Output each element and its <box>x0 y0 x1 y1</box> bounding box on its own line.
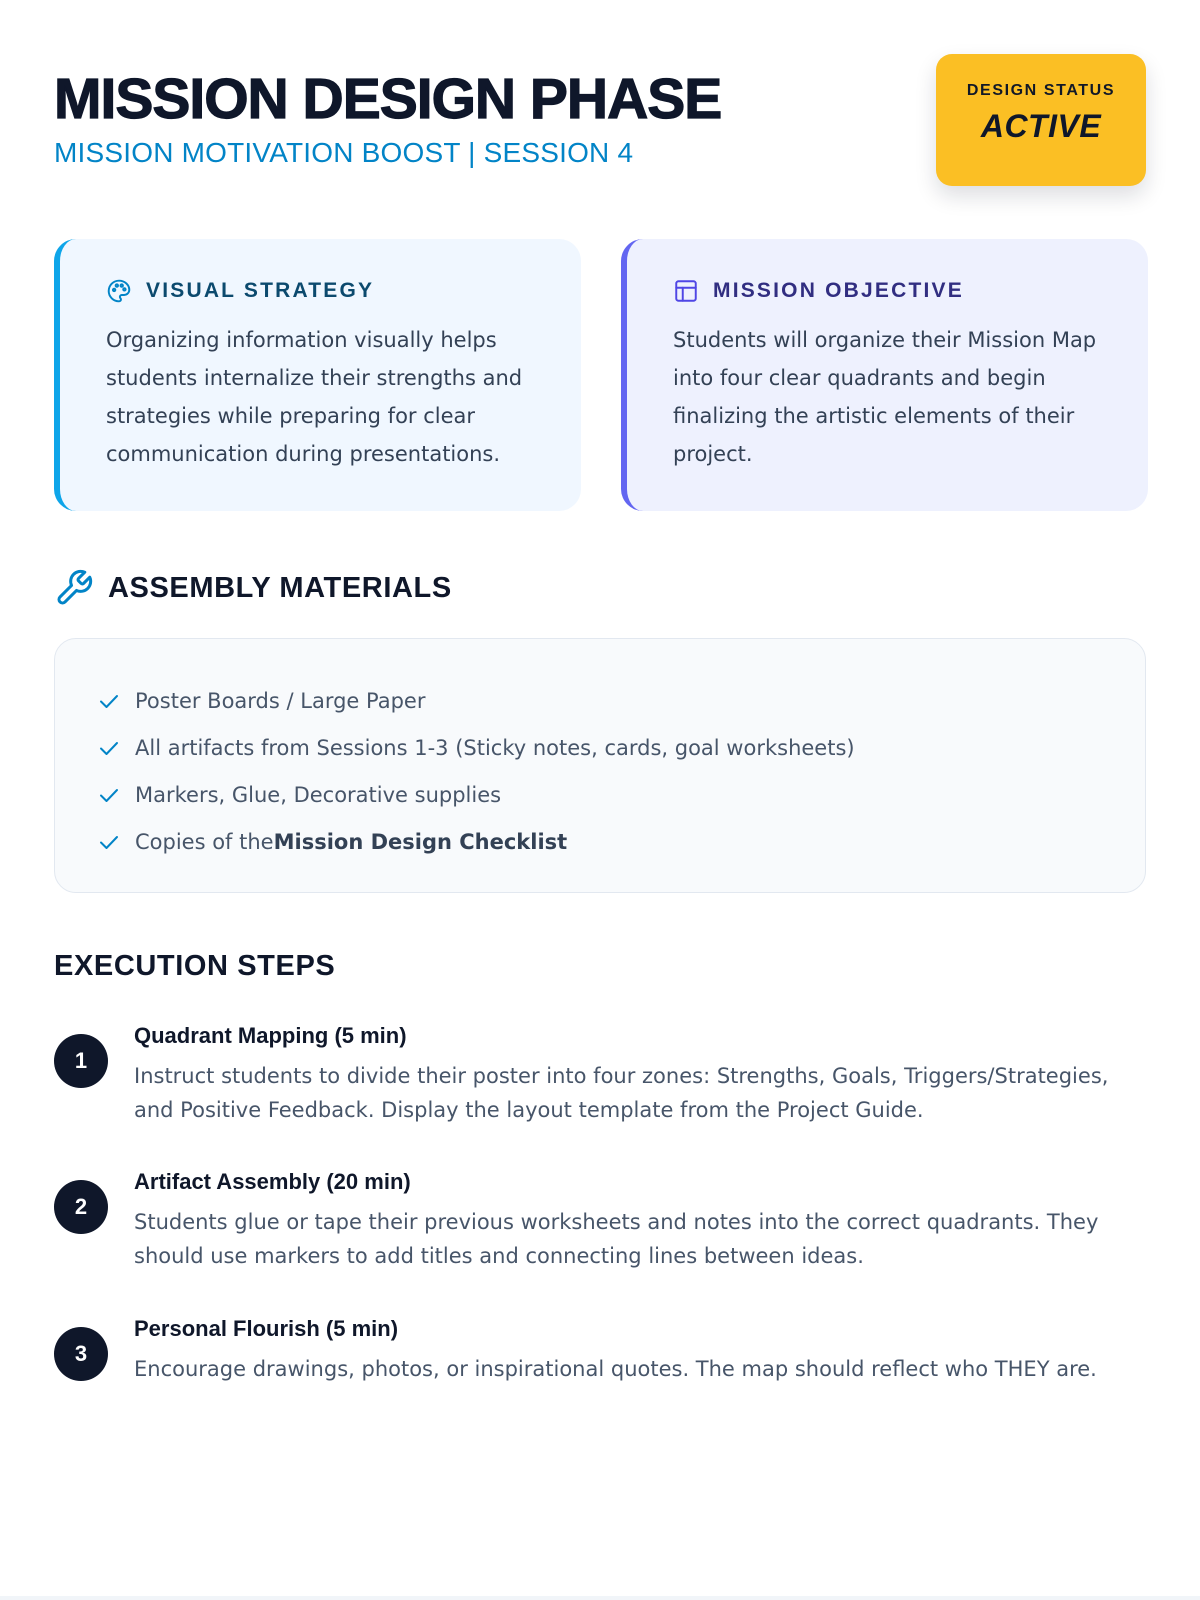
step-title: Quadrant Mapping (5 min) <box>134 1023 407 1048</box>
step-title: Personal Flourish (5 min) <box>134 1316 399 1341</box>
list-item <box>97 771 1145 818</box>
step-body <box>134 1314 1146 1386</box>
bottom-divider <box>0 1596 1200 1600</box>
step-body <box>134 1167 1146 1273</box>
material-text-prefix: Copies of the <box>135 829 274 854</box>
status-badge <box>936 54 1146 186</box>
mission-objective-title: MISSION OBJECTIVE <box>713 279 964 302</box>
step-description: Instruct students to divide their poster into four zones: Strengths, Goals, Triggers/Strategies, and Positive Feedback. Display the layout template from the Project Guide. <box>134 1064 1109 1122</box>
step-number: 1 <box>54 1034 108 1088</box>
page-subtitle: MISSION MOTIVATION BOOST | SESSION 4 <box>54 137 634 168</box>
status-label: DESIGN STATUS <box>966 82 1116 99</box>
step-number: 3 <box>54 1327 108 1381</box>
step-number: 2 <box>54 1180 108 1234</box>
check-icon <box>97 736 121 760</box>
list-item <box>97 818 1145 865</box>
materials-list <box>54 638 1146 893</box>
material-text <box>135 830 567 854</box>
wrench-icon <box>54 568 94 608</box>
visual-strategy-title: VISUAL STRATEGY <box>146 279 375 302</box>
list-item <box>97 677 1145 724</box>
material-text: Markers, Glue, Decorative supplies <box>135 782 502 807</box>
steps-title: EXECUTION STEPS <box>54 950 336 982</box>
steps-heading <box>54 950 335 983</box>
info-cards <box>54 239 1146 511</box>
checklist-name: Mission Design Checklist <box>273 829 568 854</box>
step-title: Artifact Assembly (20 min) <box>134 1169 411 1194</box>
check-icon <box>97 830 121 854</box>
page-header <box>54 68 1146 218</box>
layout-icon <box>673 278 699 304</box>
visual-strategy-card <box>54 239 581 511</box>
step-body <box>134 1021 1146 1127</box>
mission-objective-text: Students will organize their Mission Map into four clear quadrants and begin finalizing the artistic elements of their project. <box>673 328 1097 466</box>
visual-strategy-header <box>106 277 541 305</box>
mission-objective-card <box>621 239 1148 511</box>
status-value: ACTIVE <box>980 108 1102 144</box>
page-title: MISSION DESIGN PHASE <box>54 67 722 131</box>
mission-objective-header <box>673 277 1108 305</box>
step-description: Encourage drawings, photos, or inspirational quotes. The map should reflect who THEY are. <box>134 1357 1097 1381</box>
check-icon <box>97 689 121 713</box>
check-icon <box>97 783 121 807</box>
step-description: Students glue or tape their previous worksheets and notes into the correct quadrants. They should use markers to add titles and connecting lines between ideas. <box>134 1210 1099 1268</box>
material-text: Poster Boards / Large Paper <box>135 688 426 713</box>
visual-strategy-text: Organizing information visually helps students internalize their strengths and strategies while preparing for clear communication during presentations. <box>106 328 523 466</box>
materials-title: ASSEMBLY MATERIALS <box>108 571 452 604</box>
palette-icon <box>106 278 132 304</box>
material-text: All artifacts from Sessions 1-3 (Sticky notes, cards, goal worksheets) <box>135 735 855 760</box>
materials-heading <box>54 568 452 608</box>
list-item <box>97 724 1145 771</box>
